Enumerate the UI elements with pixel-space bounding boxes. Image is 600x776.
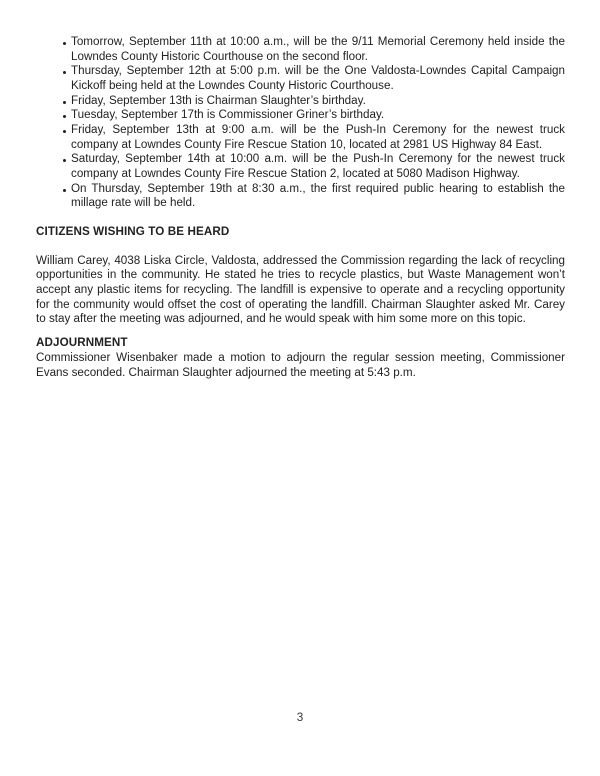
list-item: Saturday, September 14th at 10:00 a.m. will be the Push-In Ceremony for the newest truck company at Lowndes County Fire Rescue Station 2, located at 5080 Madison Highway. [71,152,565,180]
list-item: Friday, September 13th is Chairman Slaughter’s birthday. [71,94,565,109]
list-item: Friday, September 13th at 9:00 a.m. will be the Push-In Ceremony for the newest truck company at Lowndes County Fire Rescue Station 10, located at 2981 US Highway 84 East. [71,122,565,151]
section-heading-citizens-wishing-to-be-heard: CITIZENS WISHING TO BE HEARD [36,224,230,238]
section-heading-adjournment: ADJOURNMENT [36,335,128,349]
list-item: On Thursday, September 19th at 8:30 a.m., the first required public hearing to establish the millage rate will be held. [71,181,565,210]
list-item: Tuesday, September 17th is Commissioner Griner’s birthday. [71,108,565,123]
section-body-citizens-wishing-to-be-heard: William Carey, 4038 Liska Circle, Valdosta, addressed the Commission regarding the lack of recycling opportunities in the community. He stated he tries to recycle plastics, but Waste Management won’t accept any plastic items for recycling. The landfill is expensive to operate and a recycling opportunity for the community would offset the cost of operating the landfill. Chairman Slaughter asked Mr. Carey to stay after the meeting was adjourned, and he would speak with him some more on this topic. [36,253,565,326]
section-body-adjournment: Commissioner Wisenbaker made a motion to adjourn the regular session meeting, Commissioner Evans seconded. Chairman Slaughter adjourned the meeting at 5:43 p.m. [36,351,565,380]
list-item: Tomorrow, September 11th at 10:00 a.m., will be the 9/11 Memorial Ceremony held inside the Lowndes County Historic Courthouse on the second floor. [71,35,565,63]
announcements-list [36,35,565,211]
page-number: 3 [296,711,304,724]
list-item: Thursday, September 12th at 5:00 p.m. will be the One Valdosta-Lowndes Capital Campaign Kickoff being held at the Lowndes County Historic Courthouse. [71,64,565,92]
